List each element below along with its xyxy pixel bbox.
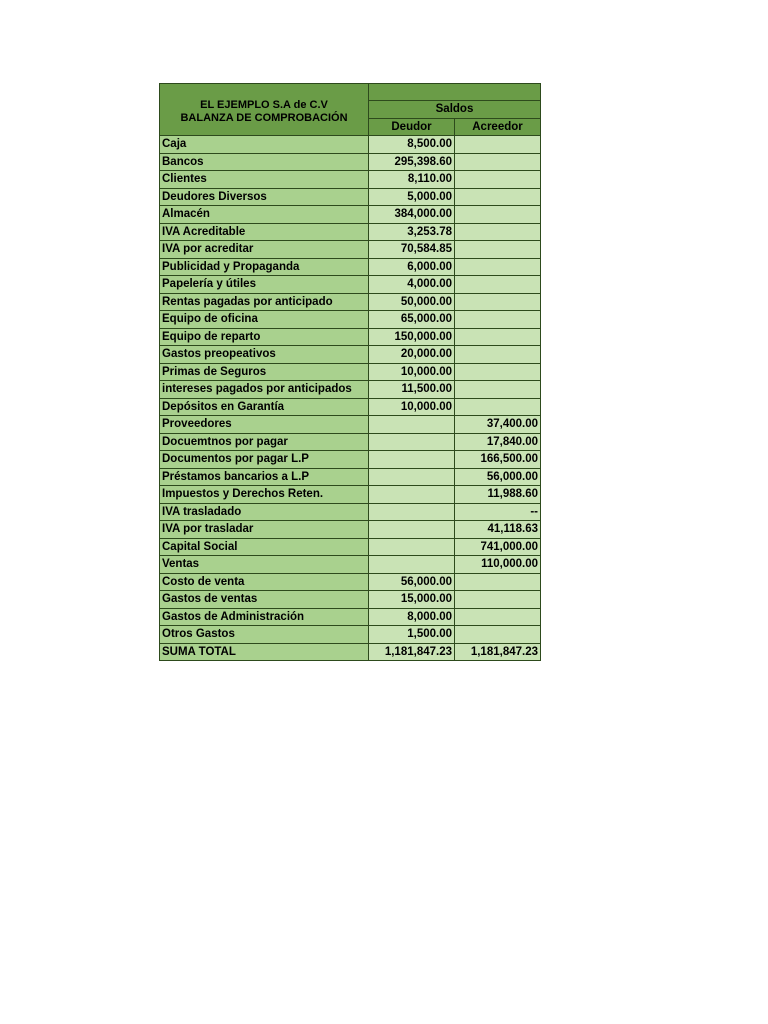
credit-value-cell (455, 258, 541, 276)
credit-value-cell (455, 293, 541, 311)
debit-value-cell: 56,000.00 (369, 573, 455, 591)
table-row (160, 223, 541, 241)
credit-value-cell (455, 153, 541, 171)
debit-column-header: Deudor (369, 118, 455, 136)
debit-value-cell (369, 468, 455, 486)
table-row (160, 398, 541, 416)
debit-value-cell (369, 556, 455, 574)
table-body (160, 84, 541, 661)
credit-value-cell (455, 241, 541, 259)
account-name-cell: IVA Acreditable (160, 223, 369, 241)
total-row (160, 643, 541, 661)
table-row (160, 573, 541, 591)
debit-value-cell: 70,584.85 (369, 241, 455, 259)
account-name-cell: Depósitos en Garantía (160, 398, 369, 416)
saldos-header: Saldos (369, 101, 541, 119)
credit-value-cell (455, 206, 541, 224)
credit-value-cell: 17,840.00 (455, 433, 541, 451)
table-row (160, 626, 541, 644)
credit-value-cell: 166,500.00 (455, 451, 541, 469)
table-row (160, 241, 541, 259)
account-name-cell: Documentos por pagar L.P (160, 451, 369, 469)
table-row (160, 451, 541, 469)
report-title-cell (160, 84, 369, 136)
table-row (160, 416, 541, 434)
debit-value-cell: 15,000.00 (369, 591, 455, 609)
account-name-cell: Costo de venta (160, 573, 369, 591)
debit-value-cell (369, 451, 455, 469)
table-row (160, 258, 541, 276)
trial-balance-table (159, 83, 541, 661)
debit-value-cell: 8,110.00 (369, 171, 455, 189)
debit-value-cell: 295,398.60 (369, 153, 455, 171)
table-row (160, 206, 541, 224)
table-row (160, 556, 541, 574)
debit-value-cell (369, 521, 455, 539)
table-row (160, 328, 541, 346)
account-name-cell: IVA por acreditar (160, 241, 369, 259)
table-row (160, 433, 541, 451)
credit-value-cell (455, 608, 541, 626)
account-name-cell: Proveedores (160, 416, 369, 434)
credit-value-cell (455, 346, 541, 364)
account-name-cell: IVA por trasladar (160, 521, 369, 539)
debit-value-cell: 384,000.00 (369, 206, 455, 224)
credit-value-cell: 41,118.63 (455, 521, 541, 539)
credit-value-cell (455, 381, 541, 399)
account-name-cell: Publicidad y Propaganda (160, 258, 369, 276)
credit-value-cell (455, 171, 541, 189)
credit-value-cell (455, 276, 541, 294)
credit-value-cell (455, 311, 541, 329)
debit-value-cell: 150,000.00 (369, 328, 455, 346)
header-row-top (160, 84, 541, 101)
debit-value-cell (369, 486, 455, 504)
account-name-cell: Papelería y útiles (160, 276, 369, 294)
total-debit-cell: 1,181,847.23 (369, 643, 455, 661)
debit-value-cell: 3,253.78 (369, 223, 455, 241)
debit-value-cell: 10,000.00 (369, 398, 455, 416)
debit-value-cell: 65,000.00 (369, 311, 455, 329)
account-name-cell: Impuestos y Derechos Reten. (160, 486, 369, 504)
account-name-cell: Rentas pagadas por anticipado (160, 293, 369, 311)
credit-value-cell: 110,000.00 (455, 556, 541, 574)
table-row (160, 468, 541, 486)
debit-value-cell: 1,500.00 (369, 626, 455, 644)
account-name-cell: intereses pagados por anticipados (160, 381, 369, 399)
table-row (160, 276, 541, 294)
debit-value-cell (369, 503, 455, 521)
credit-value-cell: 11,988.60 (455, 486, 541, 504)
credit-value-cell: 741,000.00 (455, 538, 541, 556)
table-row (160, 591, 541, 609)
credit-value-cell: -- (455, 503, 541, 521)
account-name-cell: Equipo de oficina (160, 311, 369, 329)
account-name-cell: Capital Social (160, 538, 369, 556)
debit-value-cell (369, 416, 455, 434)
table-row (160, 136, 541, 154)
credit-value-cell (455, 573, 541, 591)
account-name-cell: Deudores Diversos (160, 188, 369, 206)
account-name-cell: Clientes (160, 171, 369, 189)
credit-value-cell (455, 223, 541, 241)
company-name: EL EJEMPLO S.A de C.V (200, 98, 328, 111)
account-name-cell: Primas de Seguros (160, 363, 369, 381)
account-name-cell: Ventas (160, 556, 369, 574)
table-row (160, 188, 541, 206)
credit-value-cell (455, 188, 541, 206)
debit-value-cell (369, 433, 455, 451)
debit-value-cell: 50,000.00 (369, 293, 455, 311)
debit-value-cell: 6,000.00 (369, 258, 455, 276)
table-row (160, 538, 541, 556)
table-row (160, 503, 541, 521)
table-row (160, 363, 541, 381)
table-row (160, 381, 541, 399)
report-name: BALANZA DE COMPROBACIÓN (180, 111, 348, 124)
debit-value-cell: 4,000.00 (369, 276, 455, 294)
debit-value-cell: 8,500.00 (369, 136, 455, 154)
credit-value-cell (455, 591, 541, 609)
credit-column-header: Acreedor (455, 118, 541, 136)
account-name-cell: Almacén (160, 206, 369, 224)
account-name-cell: Gastos preopeativos (160, 346, 369, 364)
credit-value-cell (455, 136, 541, 154)
account-name-cell: IVA trasladado (160, 503, 369, 521)
table-row (160, 171, 541, 189)
debit-value-cell: 11,500.00 (369, 381, 455, 399)
account-name-cell: Gastos de ventas (160, 591, 369, 609)
table-row (160, 293, 541, 311)
debit-value-cell: 10,000.00 (369, 363, 455, 381)
credit-value-cell (455, 363, 541, 381)
table-row (160, 346, 541, 364)
account-name-cell: Caja (160, 136, 369, 154)
debit-value-cell: 5,000.00 (369, 188, 455, 206)
account-name-cell: Otros Gastos (160, 626, 369, 644)
account-name-cell: Docuemtnos por pagar (160, 433, 369, 451)
table-row (160, 521, 541, 539)
table-row (160, 153, 541, 171)
credit-value-cell (455, 626, 541, 644)
credit-value-cell: 56,000.00 (455, 468, 541, 486)
header-blank-cell (369, 84, 541, 101)
debit-value-cell (369, 538, 455, 556)
credit-value-cell (455, 398, 541, 416)
account-name-cell: Gastos de Administración (160, 608, 369, 626)
table-row (160, 486, 541, 504)
table-row (160, 311, 541, 329)
credit-value-cell: 37,400.00 (455, 416, 541, 434)
table-row (160, 608, 541, 626)
total-label-cell: SUMA TOTAL (160, 643, 369, 661)
debit-value-cell: 20,000.00 (369, 346, 455, 364)
account-name-cell: Préstamos bancarios a L.P (160, 468, 369, 486)
credit-value-cell (455, 328, 541, 346)
account-name-cell: Equipo de reparto (160, 328, 369, 346)
total-credit-cell: 1,181,847.23 (455, 643, 541, 661)
account-name-cell: Bancos (160, 153, 369, 171)
debit-value-cell: 8,000.00 (369, 608, 455, 626)
